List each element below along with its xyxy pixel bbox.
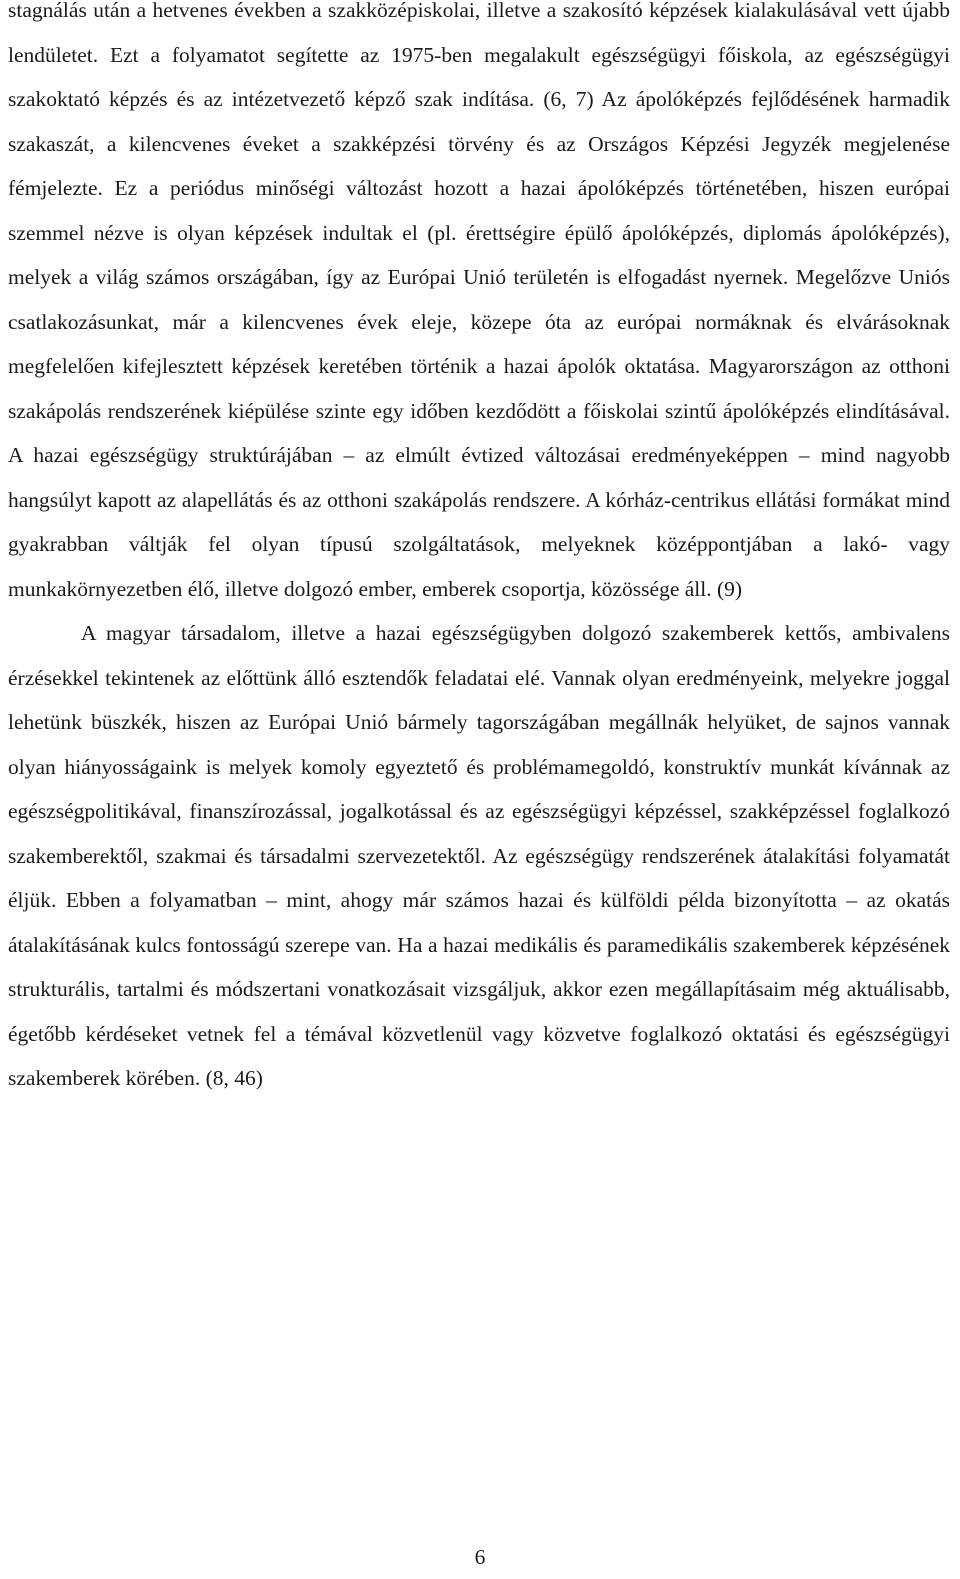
body-text xyxy=(8,0,950,1101)
paragraph-1: stagnálás után a hetvenes években a szakközépiskolai, illetve a szakosító képzések kialakulásával vett újabb lendületet. Ezt a folyamatot segítette az 1975-ben megalakult egészségügyi főiskola, az egészségügyi szakoktató képzés és az intézetvezető képző szak indítása. (6, 7) Az ápolóképzés fejlődésének harmadik szakaszát, a kilencvenes éveket a szakképzési törvény és az Országos Képzési Jegyzék megjelenése fémjelezte. Ez a periódus minőségi változást hozott a hazai ápolóképzés történetében, hiszen európai szemmel nézve is olyan képzések indultak el (pl. érettségire épülő ápolóképzés, diplomás ápolóképzés), melyek a világ számos országában, így az Európai Unió területén is elfogadást nyernek. Megelőzve Uniós csatlakozásunkat, már a kilencvenes évek eleje, közepe óta az európai normáknak és elvárásoknak megfelelően kifejlesztett képzések keretében történik a hazai ápolók oktatása. Magyarországon az otthoni szakápolás rendszerének kiépülése szinte egy időben kezdődött a főiskolai szintű ápolóképzés elindításával. A hazai egészségügy struktúrájában – az elmúlt évtized változásai eredményeképpen – mind nagyobb hangsúlyt kapott az alapellátás és az otthoni szakápolás rendszere. A kórház-centrikus ellátási formákat mind gyakrabban váltják fel olyan típusú szolgáltatások, melyeknek középpontjában a lakó- vagy munkakörnyezetben élő, illetve dolgozó ember, emberek csoportja, közössége áll. (9) xyxy=(8,0,950,601)
paragraph-2: A magyar társadalom, illetve a hazai egészségügyben dolgozó szakemberek kettős, ambivalens érzésekkel tekintenek az előttünk álló esztendők feladatai elé. Vannak olyan eredményeink, melyekre joggal lehetünk büszkék, hiszen az Európai Unió bármely tagországában megállnák helyüket, de sajnos vannak olyan hiányosságaink is melyek komoly egyeztető és problémamegoldó, konstruktív munkát kívánnak az egészségpolitikával, finanszírozással, jogalkotással és az egészségügyi képzéssel, szakképzéssel foglalkozó szakemberektől, szakmai és társadalmi szervezetektől. Az egészségügy rendszerének átalakítási folyamatát éljük. Ebben a folyamatban – mint, ahogy már számos hazai és külföldi példa bizonyította – az okatás átalakításának kulcs fontosságú szerepe van. Ha a hazai medikális és paramedikális szakemberek képzésének strukturális, tartalmi és módszertani vonatkozásait vizsgáljuk, akkor ezen megállapításaim még aktuálisabb, égetőbb kérdéseket vetnek fel a témával közvetlenül vagy közvetve foglalkozó oktatási és egészségügyi szakemberek körében. (8, 46) xyxy=(8,621,950,1090)
page-number: 6 xyxy=(474,1545,486,1569)
